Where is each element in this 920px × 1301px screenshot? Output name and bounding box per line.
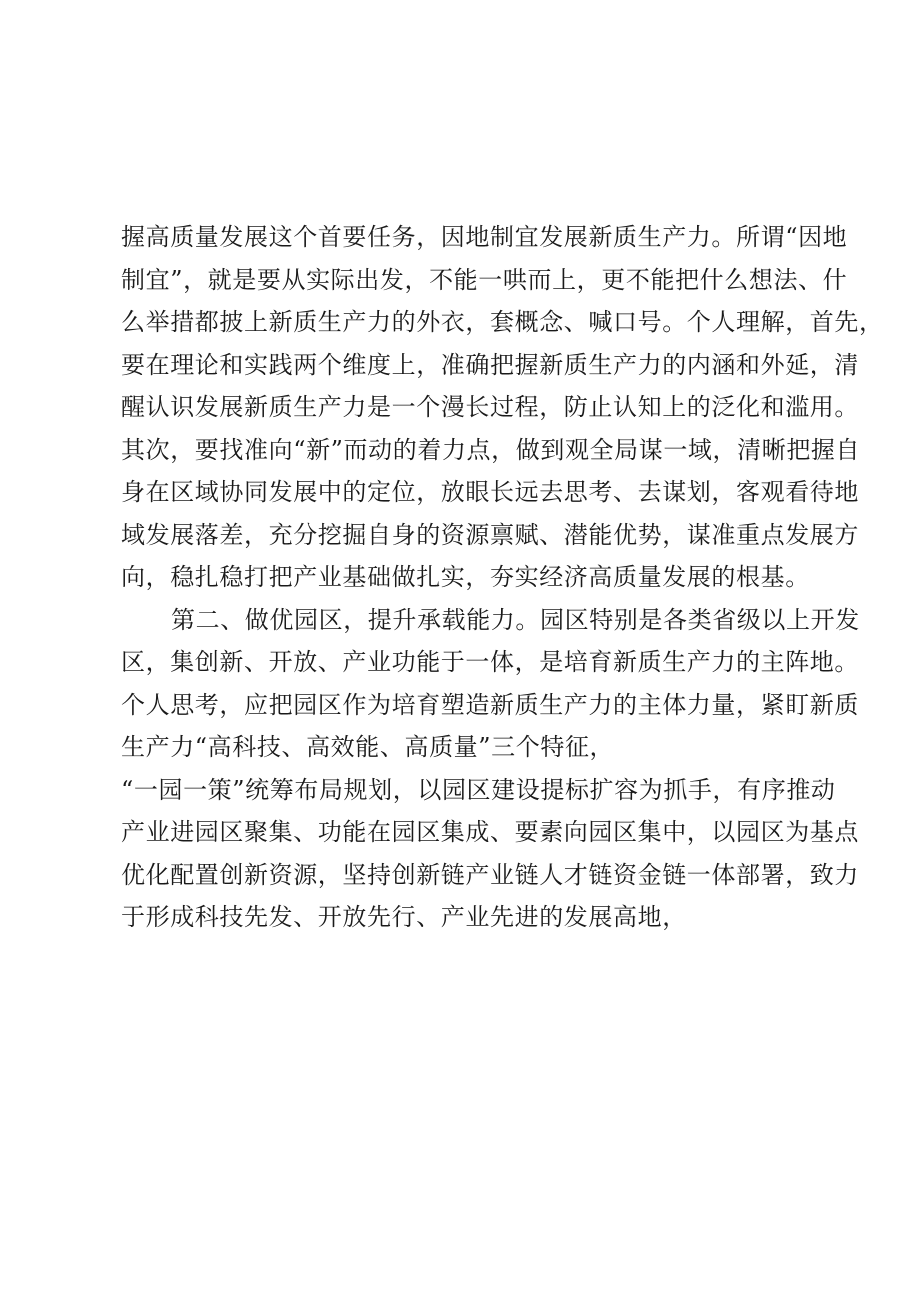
text-line: 制宜”，就是要从实际出发，不能一哄而上，更不能把什么想法、什 bbox=[121, 266, 848, 294]
text-line: 产业进园区聚集、功能在园区集成、要素向园区集中，以园区为基点 bbox=[121, 818, 859, 846]
text-line: “一园一策”统筹布局规划，以园区建设提标扩容为抓手，有序推动 bbox=[121, 776, 836, 804]
text-line: 握高质量发展这个首要任务，因地制宜发展新质生产力。所谓“因地 bbox=[121, 223, 848, 251]
text-line: 域发展落差，充分挖掘自身的资源禀赋、潜能优势，谋准重点发展方 bbox=[121, 521, 859, 549]
text-line: 身在区域协同发展中的定位，放眼长远去思考、去谋划，客观看待地 bbox=[121, 478, 859, 506]
text-line: 优化配置创新资源，坚持创新链产业链人才链资金链一体部署，致力 bbox=[121, 861, 859, 889]
text-line: 其次，要找准向“新”而动的着力点，做到观全局谋一域，清晰把握自 bbox=[121, 436, 861, 464]
text-line: 区，集创新、开放、产业功能于一体，是培育新质生产力的主阵地。 bbox=[121, 648, 859, 676]
paragraph-first-line: 第二、做优园区，提升承载能力。园区特别是各类省级以上开发 bbox=[171, 606, 860, 634]
text-line: 个人思考，应把园区作为培育塑造新质生产力的主体力量，紧盯新质 bbox=[121, 691, 859, 719]
text-line: 向，稳扎稳打把产业基础做扎实，夯实经济高质量发展的根基。 bbox=[121, 563, 810, 591]
text-line: 要在理论和实践两个维度上，准确把握新质生产力的内涵和外延，清 bbox=[121, 351, 859, 379]
text-line: 于形成科技先发、开放先行、产业先进的发展高地， bbox=[121, 903, 687, 931]
text-line: 么举措都披上新质生产力的外衣，套概念、喊口号。个人理解，首先， bbox=[121, 308, 884, 336]
text-line: 生产力“高科技、高效能、高质量”三个特征， bbox=[121, 733, 615, 761]
text-line: 醒认识发展新质生产力是一个漫长过程，防止认知上的泛化和滥用。 bbox=[121, 393, 859, 421]
